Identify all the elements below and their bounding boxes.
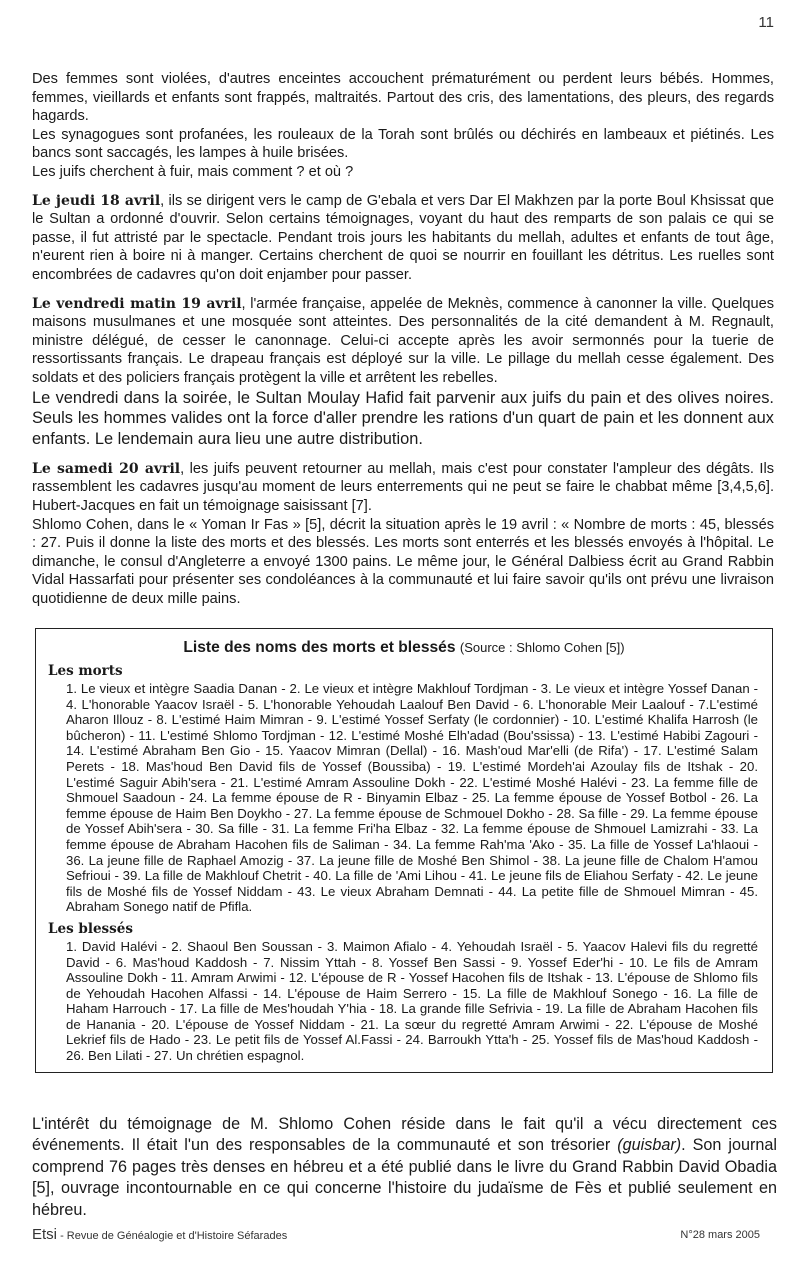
box-title-text: Liste des noms des morts et blessés [183, 639, 456, 656]
page-number: 11 [758, 14, 774, 31]
paragraph [32, 295, 774, 388]
journal-short: Etsi [32, 1226, 58, 1243]
page-footer [32, 1226, 760, 1243]
victims-list-box [35, 628, 773, 1073]
paragraph [32, 460, 774, 516]
paragraph [32, 126, 774, 163]
closing-paragraph [32, 1114, 777, 1221]
dead-list: 1. Le vieux et intègre Saadia Danan - 2. Le vieux et intègre Makhlouf Tordjman - 3. Le vieux et intègre Yossef Danan - 4. L'honorable Yaacov Israël - 5. L'honorable Yehoudah Laalouf Ben David - 6. L'honorable Meir Laalouf - 7.L'estimé Aharon Illouz - 8. L'estimé Haim Mimran - 9. L'estimé Yossef Serfaty (le cordonnier) - 10. L'estimé Khalifa Harrosh (le bûcheron) - 11. L'estimé Shlomo Tordjman - 12. L'estimé Moshé Elh'adad (Bou'ssissa) - 13. L'estimé Habibi Zagouri - 14. L'estimé Abraham Ben Gio - 15. Yaacov Mimran (Dellal) - 16. Mash'oud Mar'elli (de Rifa') - 17. L'estimé Salam Perets - 18. Mas'houd Ben David fils de Yossef (Boussiba) - 19. L'estimé Mordeh'ai Azoulay fils de Itshak - 20. L'estimé Saguir Abih'sera - 21. L'estimé Amram Assouline Dokh - 22. L'estimé Moshé Halévi - 23. La femme fille de Shmouel Saadoun - 24. La femme épouse de R - Binyamin Elbaz - 25. La femme épouse de Yossef Botbol - 26. La femme épouse de Haim Ben Doykho - 27. La femme épouse de Schmouel Dokho - 28. Sa fille - 29. La femme épouse de Yossef Abih'sera - 30. Sa fille - 31. La femme Fri'ha Elbaz - 32. La femme épouse de Shmouel Lamizrahi - 33. La femme épouse de Abraham Hacohen fils de Saliman - 34. La femme Rah'ma 'Ako - 35. La fille de Yossef La'hlaoui - 36. La jeune fille de Raphael Amozig - 37. La jeune fille de Moshé Ben Shimol - 38. La jeune fille de Chalom H'amou Sefrioui - 39. La fille de Makhlouf Chetrit - 40. La fille de 'Ami Lihou - 41. Le jeune fils de Eliahou Serfaty - 42. Le jeune fils de Moshé fils de Yossef Niddam - 43. Le vieux Abraham Demnati - 44. La petite fille de Shmouel Mimran - 45. Abraham Sonego natif de Pfifla. [66, 681, 758, 915]
paragraph-lead: Le vendredi matin 19 avril [32, 295, 242, 312]
victims-list-title [44, 639, 764, 657]
paragraph [32, 192, 774, 285]
paragraph [32, 163, 774, 182]
paragraph-lead: Le samedi 20 avril [32, 460, 181, 477]
paragraph [32, 388, 774, 450]
closing-text: L'intérêt du témoignage de M. Shlomo Cohen réside dans le fait qu'il a vécu directement ces événements. Il était l'un des responsables de la communauté et son trésorier [32, 1115, 777, 1155]
paragraph-text: , l'armée française, appelée de Meknès, commence à canonner la ville. Quelques maisons musulmanes et une mosquée sont atteintes. Des personnalités de la cité demandent à M. Regnault, ministre délégué, de cesser le canonnage. Celui-ci accepte après les avoir sermonnés pour la tuerie de ressortissants français. Le drapeau français est déployé sur la ville. Le pillage du mellah cesse également. Des soldats et des policiers français protègent la ville et arrêtent les rebelles. [32, 295, 774, 386]
closing-italic: (guisbar) [617, 1136, 682, 1155]
paragraph-text: Les juifs cherchent à fuir, mais comment ? et où ? [32, 163, 354, 180]
journal-name: - Revue de Généalogie et d'Histoire Séfarades [57, 1230, 288, 1242]
paragraph [32, 70, 774, 126]
paragraph-text: Les synagogues sont profanées, les rouleaux de la Torah sont brûlés ou déchirés en lambeaux et piétinés. Les bancs sont saccagés, les lampes à huile brisées. [32, 126, 774, 162]
injured-list: 1. David Halévi - 2. Shaoul Ben Soussan - 3. Maimon Afialo - 4. Yehoudah Israël - 5. Yaacov Halevi fils du regretté David - 6. Mas'houd Kaddosh - 7. Nissim Yttah - 8. Yossef Ben Sassi - 9. Yossef Eder'hi - 10. Le fils de Amram Assouline Dokh - 11. Amram Arwimi - 12. L'épouse de R - Yossef Hacohen fils de Itshak - 13. L'épouse de Shlomo fils de Yehoudah Hacohen Alfassi - 14. L'épouse de Haim Serrero - 15. La fille de Makhlouf Sonego - 16. La fille de Haham Harrouch - 17. La fille de Mes'houdah Y'hia - 18. La grande fille Sefrivia - 19. La fille de Abraham Hacohen fils de Hanania - 20. L'épouse de Yossef Niddam - 21. La sœur du regretté Amram Arwimi - 22. L'épouse de Moshé Lekrief fils de Hado - 23. Le petit fils de Yossef Al.Fassi - 24. Barroukh Ytta'h - 25. Yossef fils de Mas'houd Kaddosh - 26. Ben Lilati - 27. Un chrétien espagnol. [66, 938, 758, 1064]
paragraph-text: , ils se dirigent vers le camp de G'ebala et vers Dar El Makhzen par la porte Boul Khsissat que le Sultan a ordonné d'ouvrir. Selon certains témoignages, voyant du haut des remparts de son palais ce qui se passe, il fut attristé par le spectacle. Pendant trois jours les habitants du mellah, adultes et enfants de tout âge, n'eurent rien à boire ni à manger. Certains cherchent de quoi se nourrir en fouillant les détritus. Les ruelles sont encombrées de cadavres qu'on doit enjamber pour passer. [32, 192, 774, 283]
paragraph-text: Shlomo Cohen, dans le « Yoman Ir Fas » [5], décrit la situation après le 19 avril : « Nombre de morts : 45, blessés : 27. Puis il donne la liste des morts et des blessés. Les morts sont enterrés et les blessés envoyés à l'hôpital. Le dimanche, le consul d'Angleterre a envoyé 1300 pains. Le même jour, le Général Dalbiess écrit au Grand Rabbin Vidal Hassarfati pour présenter ses condoléances à la communauté et lui faire savoir qu'ils ont prévu une livraison quotidienne de deux mille pains. [32, 516, 774, 608]
box-source: (Source : Shlomo Cohen [5]) [459, 640, 625, 655]
dead-heading: Les morts [48, 663, 123, 679]
article-body [32, 70, 774, 609]
paragraph-lead: Le jeudi 18 avril [32, 192, 161, 209]
paragraph-text: Le vendredi dans la soirée, le Sultan Moulay Hafid fait parvenir aux juifs du pain et des olives noires. Seuls les hommes valides ont la force d'aller prendre les rations d'un quart de pain et les donnent aux enfants. Le lendemain aura lieu une autre distribution. [32, 388, 774, 449]
paragraph-text: Des femmes sont violées, d'autres enceintes accouchent prématurément ou perdent leurs bébés. Hommes, femmes, vieillards et enfants sont frappés, maltraités. Partout des cris, des lamentations, des pleurs, des regards hagards. [32, 71, 774, 125]
paragraph-text: , les juifs peuvent retourner au mellah, mais c'est pour constater l'ampleur des dégâts. Ils rassemblent les cadavres jusqu'au moment de leurs enterrements qui ne peut se faire le chabbat même [3,4,5,6]. Hubert-Jacques en fait un témoignage saisissant [7]. [32, 460, 775, 515]
paragraph [32, 516, 774, 609]
closing-text-end: . Son journal comprend 76 pages très denses en hébreu et a été publié dans le livre du Grand Rabbin David Obadia [5], ouvrage incontournable en ce qui concerne l'histoire du judaïsme de Fès et publié seulement en hébreu. [32, 1136, 777, 1219]
injured-heading: Les blessés [48, 920, 133, 937]
issue-info: N°28 mars 2005 [680, 1229, 760, 1241]
